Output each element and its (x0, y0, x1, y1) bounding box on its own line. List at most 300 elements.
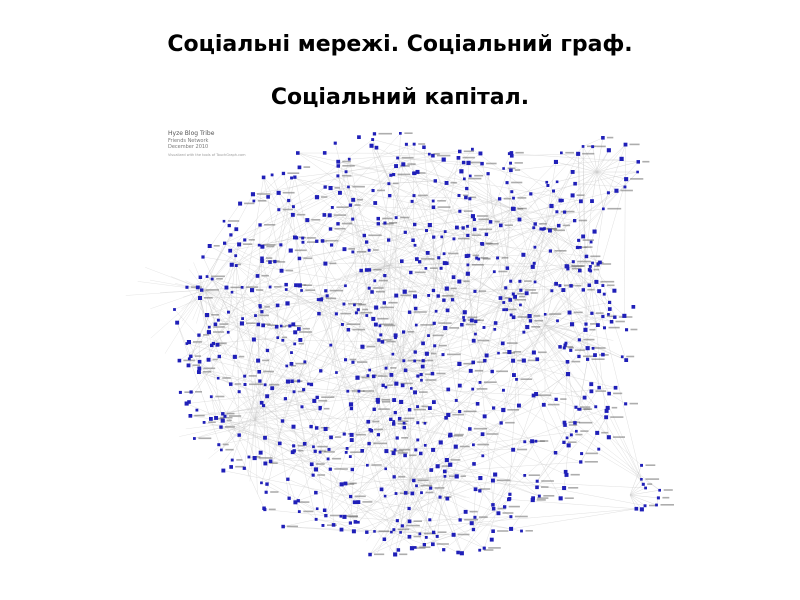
graph-edge (473, 396, 533, 445)
graph-node (262, 176, 266, 180)
graph-node (399, 531, 402, 534)
graph-node (324, 289, 327, 292)
graph-node (457, 156, 461, 160)
graph-node (260, 482, 263, 485)
graph-node (432, 206, 436, 210)
graph-node (201, 255, 204, 258)
graph-node-label (334, 214, 347, 216)
graph-node-label (404, 132, 412, 134)
graph-node (281, 339, 284, 342)
graph-edge (239, 201, 289, 245)
graph-node-label (563, 225, 570, 227)
graph-node (505, 308, 508, 311)
graph-node-label (318, 400, 327, 402)
graph-node (309, 425, 312, 428)
graph-node (530, 439, 534, 443)
graph-node-label (426, 379, 437, 381)
graph-node (371, 138, 374, 141)
graph-node (366, 420, 370, 424)
graph-node (575, 430, 578, 433)
graph-node-label (430, 267, 438, 269)
graph-node-label (442, 295, 454, 297)
graph-node (263, 436, 267, 440)
graph-node (289, 249, 293, 253)
graph-node (518, 218, 522, 222)
graph-node (343, 303, 346, 306)
graph-node-label (357, 251, 367, 253)
graph-node (428, 518, 431, 521)
graph-node (347, 328, 351, 332)
graph-node-label (362, 309, 368, 311)
graph-node-label (486, 163, 497, 165)
graph-node (458, 384, 462, 388)
graph-node-label (451, 288, 457, 290)
graph-node (291, 322, 295, 326)
graph-node-label (303, 511, 313, 513)
graph-node (231, 459, 234, 462)
graph-node (435, 310, 438, 313)
graph-node (439, 496, 442, 499)
graph-node (460, 323, 464, 327)
graph-node (207, 330, 211, 334)
slide-title: Соціальні мережі. Соціальний граф. (167, 32, 633, 57)
graph-edge (472, 523, 511, 529)
graph-edge (390, 173, 415, 195)
graph-caption-title: Hyze Blog Tribe (168, 130, 215, 137)
graph-node (601, 136, 605, 140)
graph-node-label (437, 200, 446, 202)
graph-node (397, 548, 401, 552)
graph-node (216, 343, 220, 347)
graph-node (175, 321, 179, 325)
graph-node (472, 528, 475, 531)
graph-node (561, 288, 565, 292)
graph-node (448, 463, 452, 467)
graph-node (508, 298, 512, 302)
graph-node (542, 403, 546, 407)
graph-node (428, 223, 432, 227)
graph-node (506, 181, 509, 184)
graph-node-label (363, 390, 374, 392)
graph-node-label (204, 297, 213, 299)
graph-node (263, 508, 266, 511)
graph-node (223, 220, 226, 223)
graph-node (437, 294, 440, 297)
graph-node-label (374, 554, 384, 556)
graph-node-label (664, 489, 673, 491)
graph-edge (385, 184, 389, 223)
graph-node (305, 218, 309, 222)
graph-node (554, 160, 558, 164)
graph-node (355, 311, 358, 314)
graph-node-label (607, 285, 615, 287)
graph-node (238, 202, 242, 206)
graph-node (624, 358, 628, 362)
graph-node (273, 260, 276, 263)
graph-node (396, 519, 399, 522)
graph-node-label (357, 361, 367, 363)
graph-node (437, 256, 440, 259)
graph-node (579, 408, 582, 411)
graph-node-label (584, 408, 590, 410)
graph-node (331, 206, 334, 209)
graph-node (481, 242, 485, 246)
graph-edge (395, 480, 410, 551)
graph-node (285, 301, 289, 305)
graph-node (390, 531, 393, 534)
graph-node (349, 204, 352, 207)
graph-node (549, 204, 553, 208)
graph-node-label (580, 430, 588, 432)
graph-node (412, 172, 415, 175)
graph-node (293, 330, 297, 334)
graph-node-label (335, 187, 340, 189)
graph-node (419, 533, 422, 536)
graph-node (589, 265, 592, 268)
graph-node (413, 294, 417, 298)
graph-node (574, 406, 577, 409)
graph-node (471, 388, 474, 391)
graph-node (214, 323, 218, 327)
graph-node (413, 390, 417, 394)
graph-node (349, 402, 353, 406)
graph-node (566, 372, 570, 376)
graph-node (373, 530, 376, 533)
graph-node (340, 515, 343, 518)
graph-node (509, 515, 512, 518)
graph-node (408, 311, 411, 314)
graph-node-label (306, 289, 316, 291)
graph-node-label (400, 295, 411, 297)
graph-node (471, 361, 475, 365)
graph-node-label (372, 421, 379, 423)
graph-node (292, 425, 296, 429)
graph-node (399, 132, 402, 135)
graph-edge (261, 483, 326, 516)
graph-node (350, 438, 354, 442)
graph-node (491, 503, 495, 507)
graph-node (597, 263, 600, 266)
graph-node (573, 219, 576, 222)
graph-node (292, 205, 295, 208)
graph-node (196, 409, 199, 412)
graph-node (422, 359, 425, 362)
graph-node (458, 194, 461, 197)
graph-node (173, 308, 176, 311)
graph-edge (454, 535, 485, 548)
graph-node (302, 388, 305, 391)
graph-node (389, 174, 392, 177)
graph-node-label (475, 370, 483, 372)
graph-node-label (580, 406, 590, 408)
graph-node (237, 242, 241, 246)
graph-node (459, 169, 463, 173)
graph-node (423, 543, 426, 546)
graph-node (357, 521, 360, 524)
graph-node (604, 415, 608, 419)
graph-node-label (257, 193, 271, 195)
graph-node (534, 222, 537, 225)
graph-node-label (298, 450, 303, 452)
graph-node (586, 358, 589, 361)
graph-node (451, 298, 454, 301)
graph-node (212, 342, 215, 345)
graph-node (209, 417, 213, 421)
graph-node (315, 518, 318, 521)
graph-node (580, 452, 583, 455)
graph-node-label (460, 446, 470, 448)
graph-node (572, 260, 575, 263)
graph-node-label (661, 504, 675, 506)
graph-node (444, 416, 448, 420)
graph-node-label (398, 452, 408, 454)
graph-node (591, 262, 594, 265)
graph-node-label (360, 312, 372, 314)
graph-node (189, 355, 192, 358)
graph-node-label (414, 311, 427, 313)
graph-node (220, 449, 223, 452)
graph-node-label (256, 289, 263, 291)
graph-node (383, 301, 386, 304)
graph-node-label (484, 381, 497, 383)
graph-node (345, 170, 348, 173)
graph-node-label (451, 182, 457, 184)
graph-node-label (537, 497, 548, 499)
graph-node-label (362, 501, 372, 503)
graph-node-label (267, 246, 275, 248)
graph-node (414, 350, 417, 353)
graph-node (635, 507, 639, 511)
graph-node (442, 299, 445, 302)
graph-node-label (295, 250, 307, 252)
graph-node-label (463, 157, 475, 159)
graph-node-label (409, 291, 417, 293)
graph-edge (512, 154, 578, 156)
graph-node (439, 440, 443, 444)
graph-node (607, 435, 611, 439)
graph-node (290, 362, 294, 366)
graph-node-label (270, 491, 278, 493)
graph-node (497, 352, 500, 355)
graph-node-label (299, 343, 304, 345)
graph-node (532, 351, 536, 355)
graph-node (434, 179, 437, 182)
graph-node-label (349, 516, 358, 518)
graph-node (479, 381, 482, 384)
graph-node-label (590, 256, 600, 258)
graph-node (590, 312, 593, 315)
graph-node (563, 421, 567, 425)
graph-node (562, 486, 566, 490)
graph-node-label (589, 329, 595, 331)
graph-node (562, 441, 565, 444)
graph-edge (437, 476, 445, 536)
graph-node (238, 390, 241, 393)
graph-node (625, 328, 628, 331)
graph-node (446, 309, 450, 313)
graph-node (585, 255, 589, 259)
graph-node (323, 213, 327, 217)
graph-node-label (193, 364, 200, 366)
graph-node-label (662, 497, 669, 499)
graph-node (436, 535, 439, 538)
graph-node (576, 246, 579, 249)
graph-node-label (458, 534, 470, 536)
graph-node (368, 369, 371, 372)
graph-node (529, 319, 532, 322)
graph-node (230, 263, 234, 267)
graph-node (370, 290, 374, 294)
graph-node (360, 449, 364, 453)
graph-node (614, 189, 618, 193)
graph-node (402, 330, 405, 333)
graph-edge (511, 509, 636, 529)
graph-node-label (579, 220, 587, 222)
graph-node (207, 358, 211, 362)
graph-node (470, 319, 474, 323)
graph-node (436, 464, 440, 468)
graph-node-label (568, 487, 578, 489)
graph-node (450, 435, 453, 438)
graph-node-label (495, 221, 500, 223)
graph-node (590, 199, 594, 203)
graph-node-label (468, 178, 481, 180)
graph-node (503, 505, 506, 508)
graph-node (372, 189, 375, 192)
graph-node-label (330, 290, 343, 292)
graph-edge (249, 457, 316, 470)
graph-node (554, 451, 558, 455)
graph-node-label (386, 341, 395, 343)
graph-node-label (213, 359, 218, 361)
graph-edge (443, 322, 476, 355)
graph-node (365, 268, 369, 272)
graph-node (329, 227, 332, 230)
graph-node (534, 281, 537, 284)
graph-node (316, 396, 319, 399)
graph-node (504, 286, 507, 289)
graph-node-label (203, 371, 211, 373)
graph-node (208, 244, 212, 248)
graph-node (315, 240, 318, 243)
graph-node (214, 416, 218, 420)
graph-node-label (613, 436, 625, 438)
graph-node (286, 478, 289, 481)
graph-node-label (194, 415, 204, 417)
graph-node (198, 360, 202, 364)
graph-edge (151, 290, 205, 338)
graph-node-label (612, 407, 618, 409)
graph-node-label (398, 423, 408, 425)
graph-node-label (227, 413, 235, 415)
graph-node-label (243, 243, 252, 245)
graph-edge (483, 408, 608, 456)
graph-node (266, 349, 269, 352)
graph-node-label (477, 444, 489, 446)
graph-node (279, 243, 282, 246)
graph-node (225, 286, 229, 290)
graph-node (464, 196, 468, 200)
graph-node (555, 210, 558, 213)
graph-node-label (350, 359, 357, 361)
graph-node (343, 433, 346, 436)
graph-node-label (488, 547, 501, 549)
graph-node-label (258, 200, 267, 202)
graph-node-label (213, 326, 224, 328)
graph-node-label (514, 299, 526, 301)
graph-node (608, 301, 611, 304)
graph-node (557, 224, 561, 228)
graph-node (401, 162, 405, 166)
graph-node-label (464, 519, 478, 521)
graph-node-label (400, 217, 409, 219)
graph-node-label (422, 406, 429, 408)
graph-node (443, 326, 447, 330)
graph-node-label (529, 474, 540, 476)
graph-node (478, 489, 481, 492)
graph-node-label (211, 276, 225, 278)
graph-node-label (592, 358, 605, 360)
graph-node (315, 426, 319, 430)
graph-node (370, 429, 374, 433)
graph-node-label (468, 317, 478, 319)
graph-node (544, 313, 547, 316)
graph-node (351, 251, 354, 254)
graph-node-label (464, 151, 474, 153)
graph-node-label (216, 278, 223, 280)
graph-node-label (335, 228, 346, 230)
graph-node-label (477, 361, 484, 363)
graph-edge (586, 201, 592, 256)
graph-node (523, 440, 526, 443)
graph-node (412, 479, 415, 482)
graph-node (546, 184, 549, 187)
graph-node-label (630, 178, 643, 180)
graph-node (248, 456, 251, 459)
graph-node (285, 365, 288, 368)
graph-node (591, 145, 594, 148)
graph-node (455, 474, 459, 478)
graph-node-label (596, 312, 604, 314)
graph-node (392, 398, 396, 402)
graph-node (284, 283, 288, 287)
graph-node-label (571, 265, 584, 267)
graph-node (605, 409, 609, 413)
graph-node (493, 328, 496, 331)
graph-node (446, 497, 450, 501)
graph-node (601, 315, 604, 318)
graph-node (433, 344, 436, 347)
graph-node (208, 326, 211, 329)
graph-node (454, 445, 458, 449)
graph-node (510, 154, 514, 158)
graph-node (432, 400, 436, 404)
graph-node (502, 301, 505, 304)
graph-node-label (373, 287, 384, 289)
graph-node (552, 190, 555, 193)
graph-node (330, 243, 333, 246)
graph-edge (557, 172, 597, 182)
graph-edge (231, 177, 264, 384)
graph-node-label (342, 165, 355, 167)
graph-node (346, 447, 349, 450)
graph-node (353, 304, 356, 307)
graph-node (497, 511, 501, 515)
graph-edge (392, 434, 410, 481)
graph-node-label (336, 206, 348, 208)
graph-node (357, 308, 360, 311)
graph-edge (311, 409, 320, 427)
